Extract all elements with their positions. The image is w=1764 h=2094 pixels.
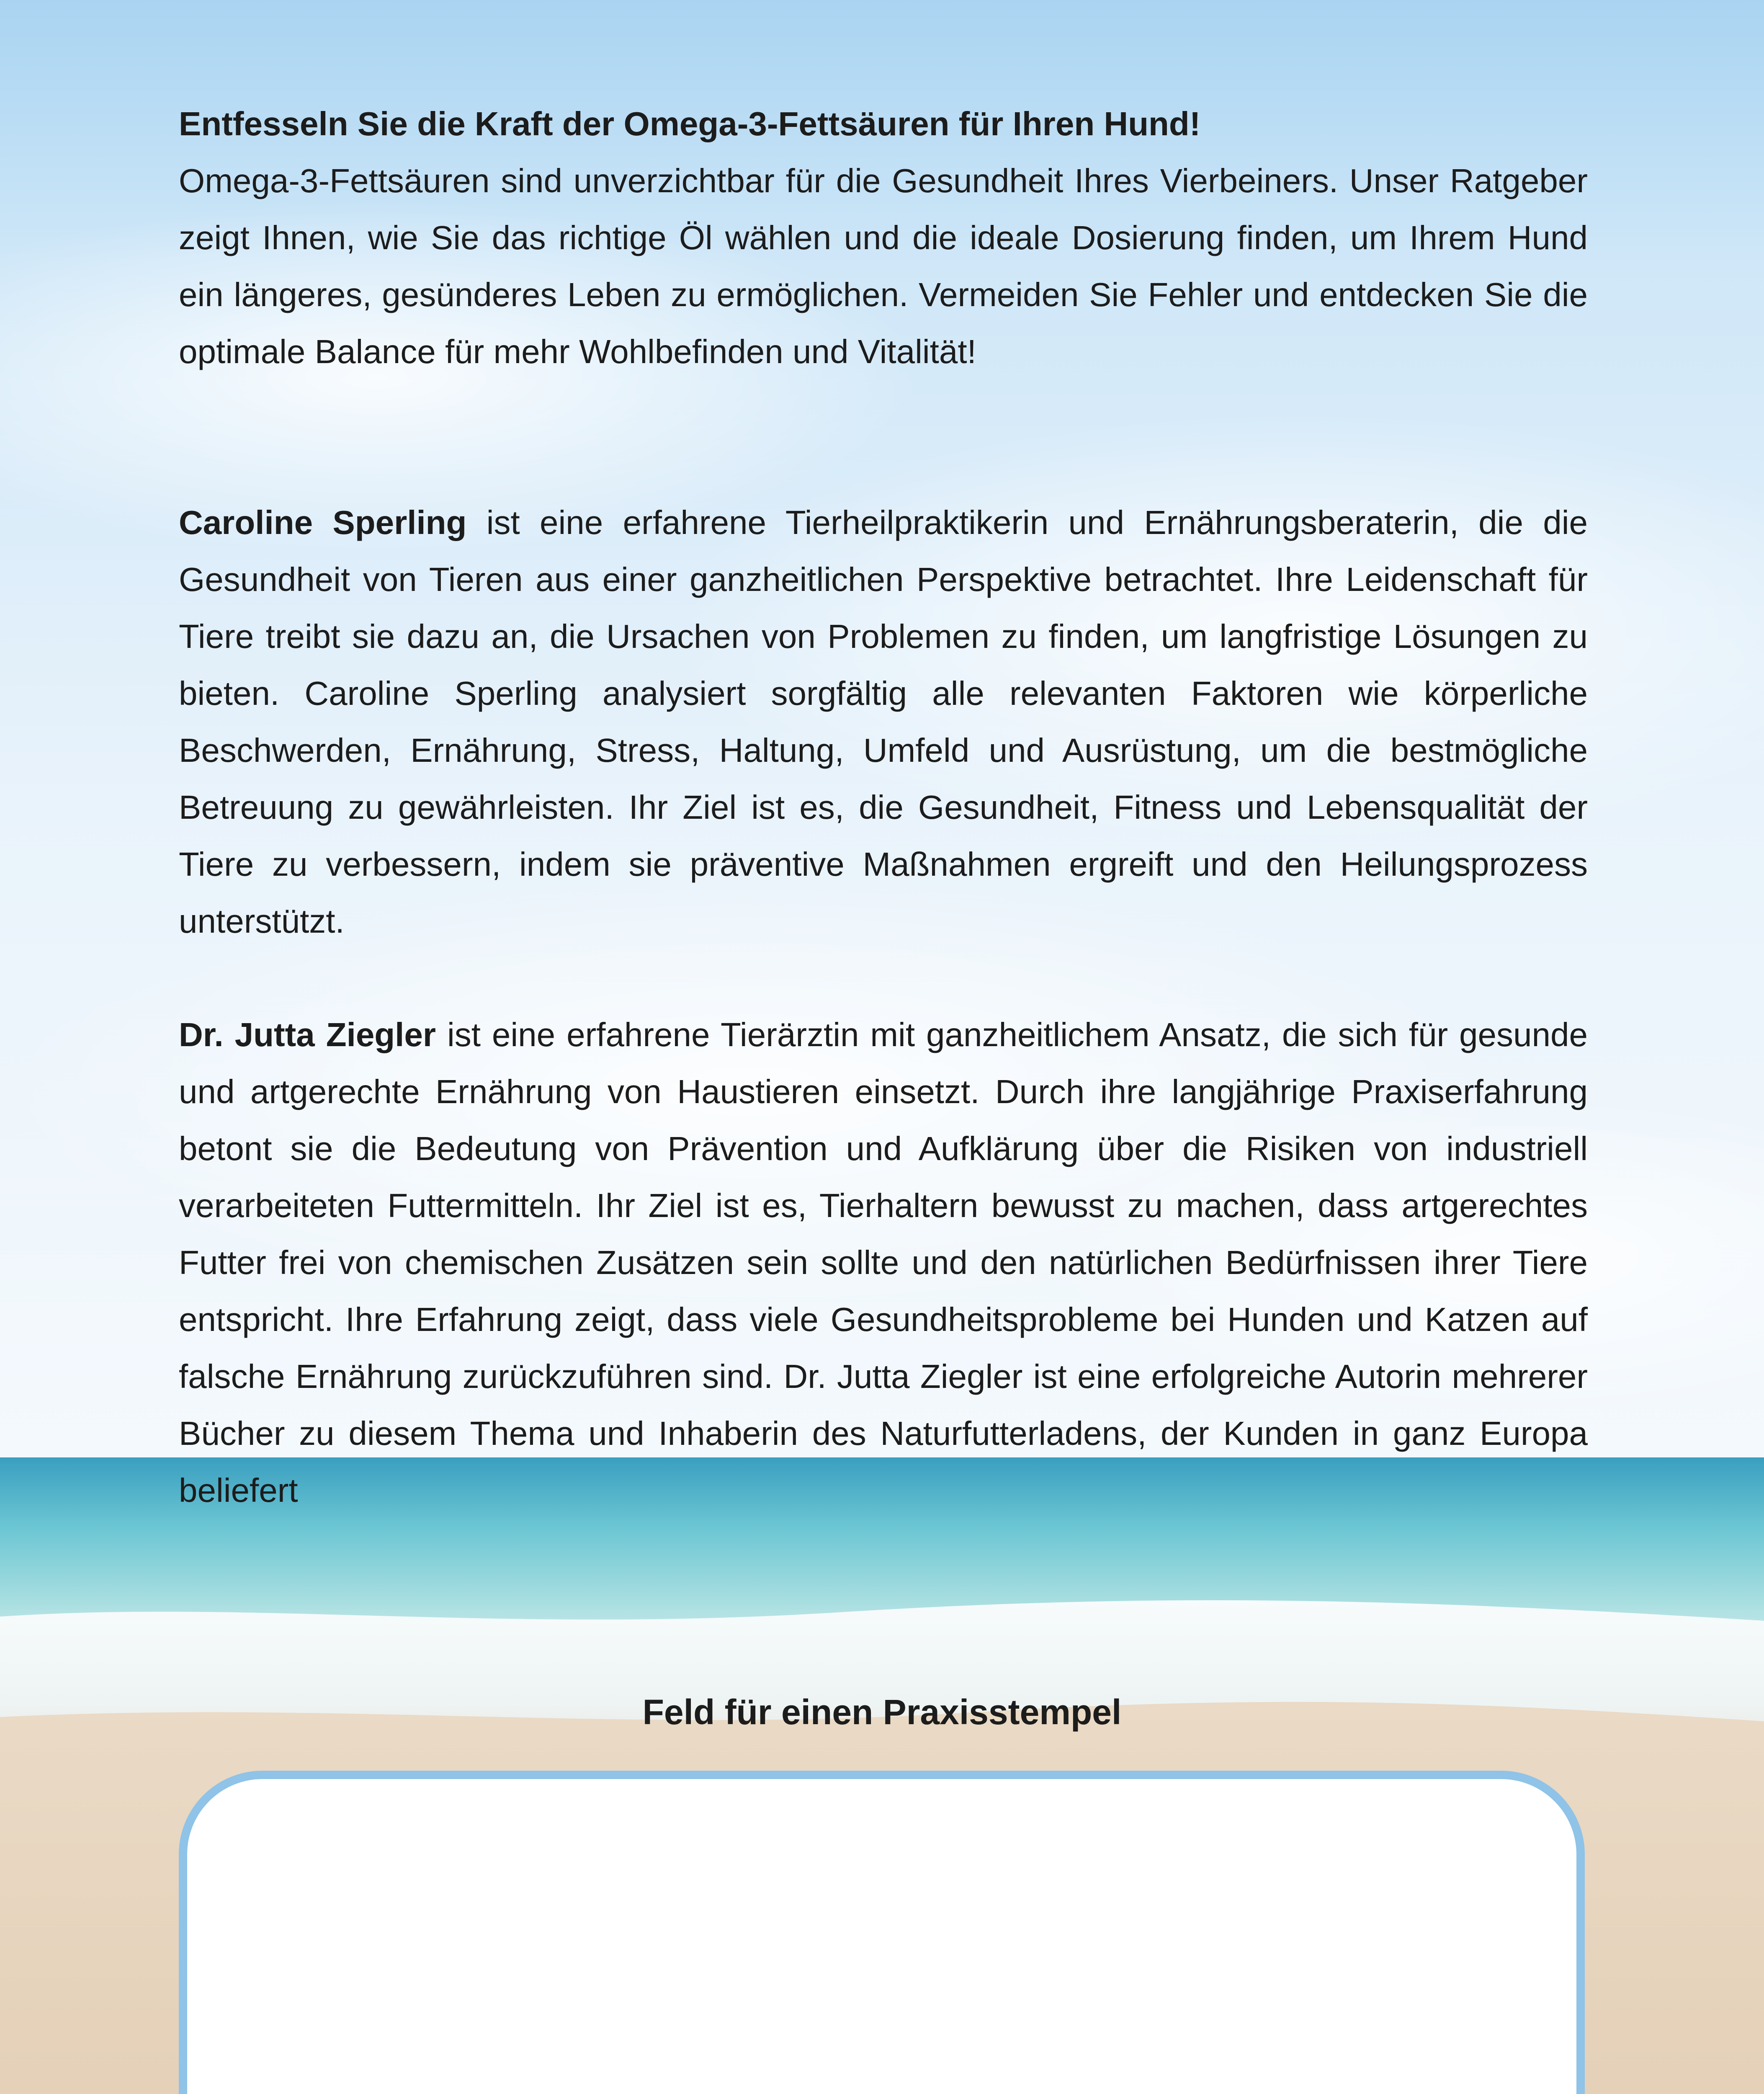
author-name: Caroline Sperling — [179, 504, 467, 541]
stamp-field-label: Feld für einen Praxisstempel — [642, 1692, 1122, 1732]
intro-section — [179, 95, 1588, 380]
stamp-field-box — [179, 1771, 1585, 2094]
author-bio-jutta — [179, 1006, 1588, 1519]
author-bio-text: ist eine erfahrene Tierärztin mit ganzheitlichem Ansatz, die sich für gesunde und artgerechte Ernährung von Haustieren einsetzt. Durch ihre langjährige Praxiserfahrung betont sie die Bedeutung von Prävention und Aufklärung über die Risiken von industriell verarbeiteten Futtermitteln. Ihr Ziel ist es, Tierhaltern bewusst zu machen, dass artgerechtes Futter frei von chemischen Zusätzen sein sollte und den natürlichen Bedürfnissen ihrer Tiere entspricht. Ihre Erfahrung zeigt, dass viele Gesundheitsprobleme bei Hunden und Katzen auf falsche Ernährung zurückzuführen sind. Dr. Jutta Ziegler ist eine erfolgreiche Autorin mehrerer Bücher zu diesem Thema und Inhaberin des Naturfutterladens, der Kunden in ganz Europa beliefert — [179, 1016, 1588, 1509]
author-bio-caroline — [179, 494, 1588, 950]
author-name: Dr. Jutta Ziegler — [179, 1016, 436, 1053]
author-bio-text: ist eine erfahrene Tierheilpraktikerin und Ernährungsberaterin, die die Gesundheit von Tieren aus einer ganzheitlichen Perspektive betrachtet. Ihre Leidenschaft für Tiere treibt sie dazu an, die Ursachen von Problemen zu finden, um langfristige Lösungen zu bieten. Caroline Sperling analysiert sorgfältig alle relevanten Faktoren wie körperliche Beschwerden, Ernährung, Stress, Haltung, Umfeld und Ausrüstung, um die bestmögliche Betreuung zu gewährleisten. Ihr Ziel ist es, die Gesundheit, Fitness und Lebensqualität der Tiere zu verbessern, indem sie präventive Maßnahmen ergreift und den Heilungsprozess unterstützt. — [179, 504, 1588, 940]
intro-heading: Entfesseln Sie die Kraft der Omega-3-Fettsäuren für Ihren Hund! — [179, 105, 1201, 142]
intro-body: Omega-3-Fettsäuren sind unverzichtbar für die Gesundheit Ihres Vierbeiners. Unser Ratgeber zeigt Ihnen, wie Sie das richtige Öl wählen und die ideale Dosierung finden, um Ihrem Hund ein längeres, gesünderes Leben zu ermöglichen. Vermeiden Sie Fehler und entdecken Sie die optimale Balance für mehr Wohlbefinden und Vitalität! — [179, 162, 1588, 370]
